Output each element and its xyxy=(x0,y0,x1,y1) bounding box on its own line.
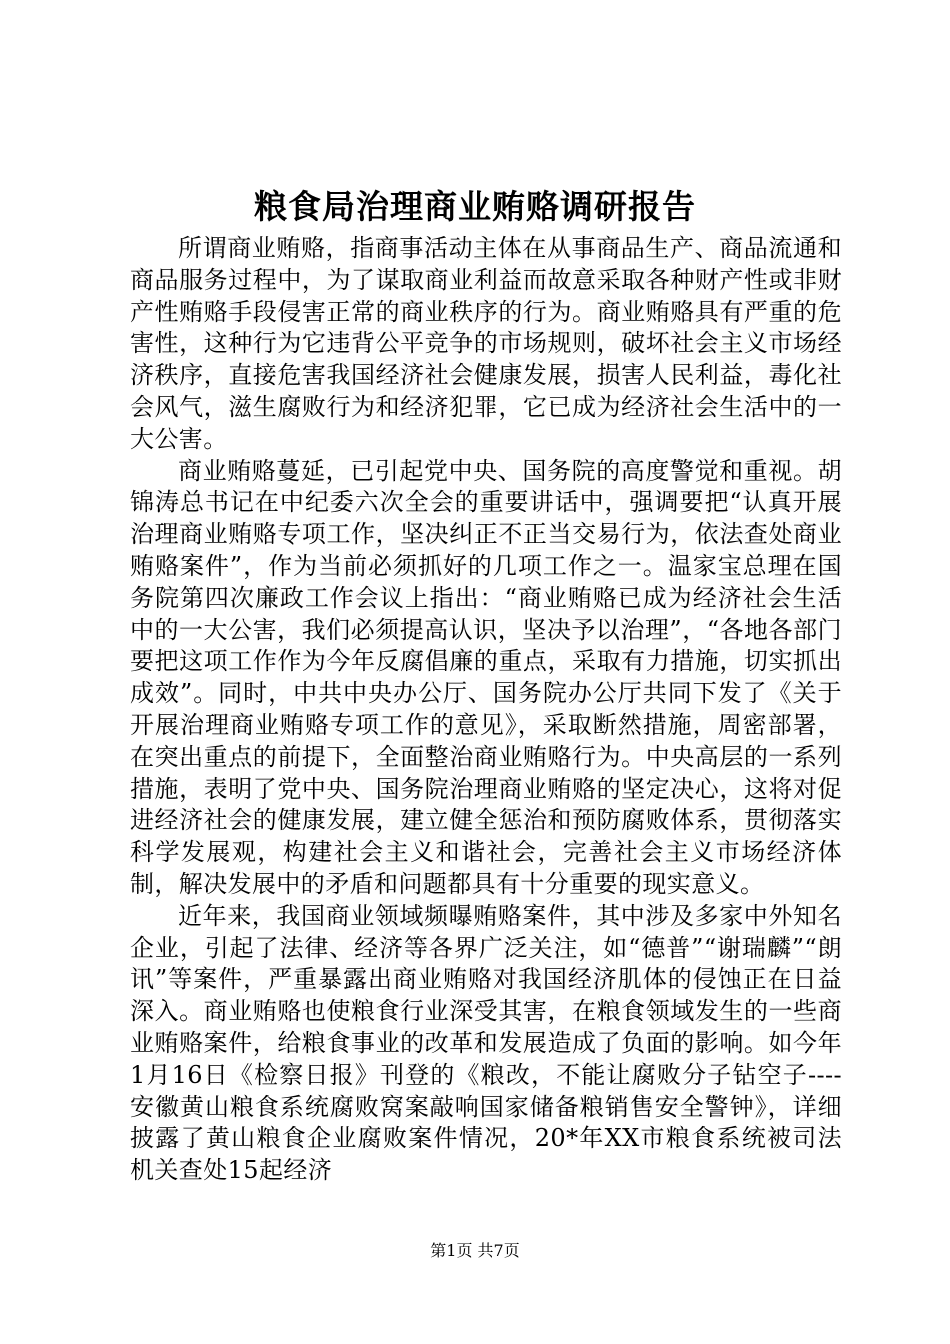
paragraph-2: 商业贿赂蔓延，已引起党中央、国务院的高度警觉和重视。胡锦涛总书记在中纪委六次全会的重要讲话中，强调要把“认真开展治理商业贿赂专项工作，坚决纠正不正当交易行为，依法查处商业贿赂案件”，作为当前必须抓好的几项工作之一。温家宝总理在国务院第四次廉政工作会议上指出：“商业贿赂已成为经济社会生活中的一大公害，我们必须提高认识，坚决予以治理”，“各地各部门要把这项工作作为今年反腐倡廉的重点，采取有力措施，切实抓出成效”。同时，中共中央办公厅、国务院办公厅共同下发了《关于开展治理商业贿赂专项工作的意见》，采取断然措施，周密部署，在突出重点的前提下，全面整治商业贿赂行为。中央高层的一系列措施，表明了党中央、国务院治理商业贿赂的坚定决心，这将对促进经济社会的健康发展，建立健全惩治和预防腐败体系，贯彻落实科学发展观，构建社会主义和谐社会，完善社会主义市场经济体制，解决发展中的矛盾和问题都具有十分重要的现实意义。 xyxy=(130,456,842,898)
page-footer xyxy=(0,1240,950,1262)
paragraph-1: 所谓商业贿赂，指商事活动主体在从事商品生产、商品流通和商品服务过程中，为了谋取商业利益而故意采取各种财产性或非财产性贿赂手段侵害正常的商业秩序的行为。商业贿赂具有严重的危害性，这种行为它违背公平竞争的市场规则，破坏社会主义市场经济秩序，直接危害我国经济社会健康发展，损害人民利益，毒化社会风气，滋生腐败行为和经济犯罪，它已成为经济社会生活中的一大公害。 xyxy=(130,234,842,453)
document-body xyxy=(130,233,842,1187)
paragraph-3: 近年来，我国商业领域频曝贿赂案件，其中涉及多家中外知名企业，引起了法律、经济等各界广泛关注，如“德普”“谢瑞麟”“朗讯”等案件，严重暴露出商业贿赂对我国经济肌体的侵蚀正在日益深入。商业贿赂也使粮食行业深受其害，在粮食领域发生的一些商业贿赂案件，给粮食事业的改革和发展造成了负面的影响。如今年1月16日《检察日报》刊登的《粮改，不能让腐败分子钻空子----安徽黄山粮食系统腐败窝案敲响国家储备粮销售安全警钟》，详细披露了黄山粮食企业腐败案件情况，20*年XX市粮食系统被司法机关查处15起经济 xyxy=(130,901,842,1185)
document-title: 粮食局治理商业贿赂调研报告 xyxy=(254,187,696,226)
page-number-label: 第1页 共7页 xyxy=(430,1241,520,1260)
